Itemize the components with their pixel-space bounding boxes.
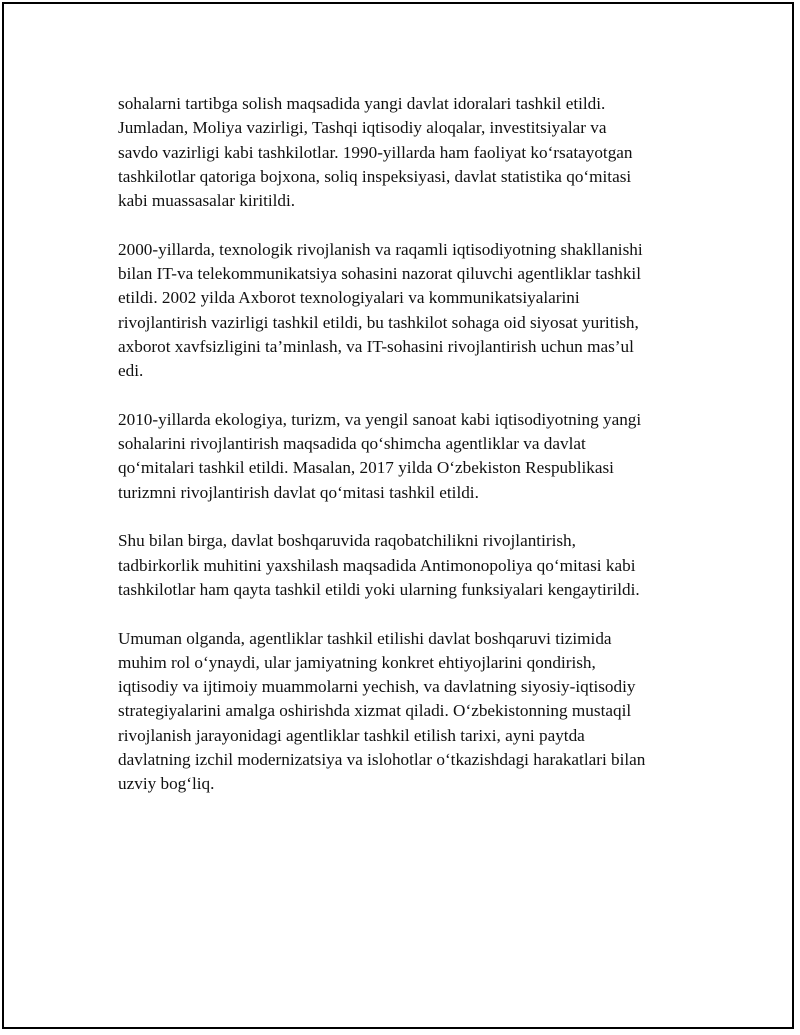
text-line: Jumladan, Moliya vazirligi, Tashqi iqtisodiy aloqalar, investitsiyalar va [118,118,607,138]
text-line: bilan IT-va telekommunikatsiya sohasini nazorat qiluvchi agentliklar tashkil [118,264,641,284]
text-line: 2000-yillarda, texnologik rivojlanish va raqamli iqtisodiyotning shakllanishi [118,239,643,259]
text-line: edi. [118,361,144,381]
document-body [118,92,693,821]
text-line: iqtisodiy va ijtimoiy muammolarni yechish, va davlatning siyosiy-iqtisodiy [118,677,636,697]
text-line: 2010-yillarda ekologiya, turizm, va yengil sanoat kabi iqtisodiyotning yangi [118,409,642,429]
paragraph-2 [118,238,693,384]
text-line: Shu bilan birga, davlat boshqaruvida raqobatchilikni rivojlantirish, [118,531,576,551]
text-line: muhim rol o‘ynaydi, ular jamiyatning konkret ehtiyojlarini qondirish, [118,652,596,672]
text-line: savdo vazirligi kabi tashkilotlar. 1990-yillarda ham faoliyat ko‘rsatayotgan [118,142,633,162]
paragraph-5 [118,627,693,797]
text-line: kabi muassasalar kiritildi. [118,191,296,211]
text-line: etildi. 2002 yilda Axborot texnologiyalari va kommunikatsiyalarini [118,288,580,308]
text-line: rivojlanish jarayonidagi agentliklar tashkil etilish tarixi, ayni paytda [118,725,585,745]
text-line: Umuman olganda, agentliklar tashkil etilishi davlat boshqaruvi tizimida [118,628,612,648]
text-line: qo‘mitalari tashkil etildi. Masalan, 2017 yilda O‘zbekiston Respublikasi [118,458,614,478]
paragraph-3 [118,408,693,505]
text-line: sohalarini rivojlantirish maqsadida qo‘shimcha agentliklar va davlat [118,434,586,454]
text-line: tashkilotlar ham qayta tashkil etildi yoki ularning funksiyalari kengaytirildi. [118,579,640,599]
text-line: tadbirkorlik muhitini yaxshilash maqsadida Antimonopoliya qo‘mitasi kabi [118,555,636,575]
paragraph-1 [118,92,693,213]
text-line: davlatning izchil modernizatsiya va islohotlar o‘tkazishdagi harakatlari bilan [118,750,646,770]
text-line: axborot xavfsizligini ta’minlash, va IT-sohasini rivojlantirish uchun mas’ul [118,336,634,356]
paragraph-4 [118,529,693,602]
text-line: uzviy bog‘liq. [118,774,215,794]
text-line: tashkilotlar qatoriga bojxona, soliq inspeksiyasi, davlat statistika qo‘mitasi [118,166,632,186]
text-line: rivojlantirish vazirligi tashkil etildi, bu tashkilot sohaga oid siyosat yuritish, [118,312,639,332]
text-line: sohalarni tartibga solish maqsadida yangi davlat idoralari tashkil etildi. [118,94,606,113]
text-line: turizmni rivojlantirish davlat qo‘mitasi tashkil etildi. [118,482,479,502]
text-line: strategiyalarini amalga oshirishda xizmat qiladi. O‘zbekistonning mustaqil [118,701,632,721]
